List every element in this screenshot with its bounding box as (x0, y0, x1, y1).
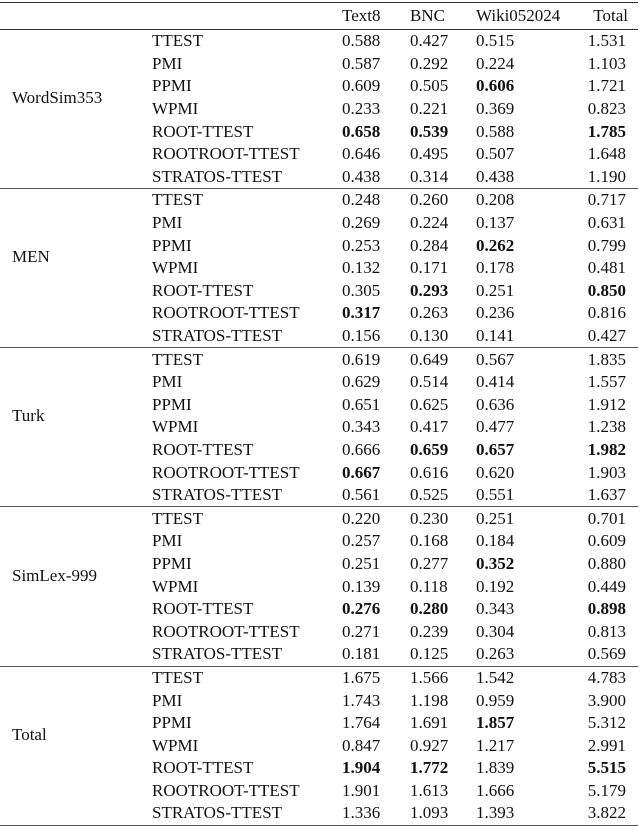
total-cell: 2.991 (587, 735, 626, 755)
method-cell: WPMI (152, 417, 199, 437)
text8-cell: 0.220 (342, 508, 381, 528)
group-wordsim353 (0, 30, 638, 189)
text8-cell: 0.561 (342, 485, 381, 505)
wiki052024-cell: 0.236 (476, 303, 515, 323)
method-cell: WPMI (152, 99, 199, 119)
bnc-cell: 0.625 (410, 394, 449, 414)
bnc-cell: 0.649 (410, 349, 449, 369)
text8-cell: 0.847 (342, 735, 381, 755)
wiki052024-cell: 1.393 (476, 803, 515, 823)
group-label: MEN (12, 247, 50, 267)
total-cell: 0.813 (587, 621, 626, 641)
wiki052024-cell: 0.251 (476, 508, 515, 528)
wiki052024-cell: 0.178 (476, 258, 515, 278)
bnc-cell: 0.495 (410, 144, 449, 164)
group-turk (0, 348, 638, 507)
text8-cell: 1.675 (342, 667, 381, 687)
method-cell: ROOT-TTEST (152, 121, 254, 141)
table-row (0, 507, 638, 530)
wiki052024-cell: 0.141 (476, 326, 515, 346)
total-cell: 0.880 (587, 553, 626, 573)
text8-cell: 0.269 (342, 213, 381, 233)
bnc-cell: 0.280 (410, 599, 449, 619)
wiki052024-cell: 0.657 (476, 439, 515, 459)
method-cell: ROOT-TTEST (152, 280, 254, 300)
wiki052024-cell: 1.857 (476, 713, 515, 733)
total-cell: 1.982 (587, 439, 626, 459)
bnc-cell: 0.539 (410, 121, 449, 141)
wiki052024-cell: 0.137 (476, 213, 515, 233)
wiki052024-cell: 1.542 (476, 667, 515, 687)
method-cell: STRATOS-TTEST (152, 803, 283, 823)
bnc-cell: 1.198 (410, 690, 449, 710)
method-cell: TTEST (152, 31, 203, 51)
method-cell: PMI (152, 213, 183, 233)
group-total (0, 666, 638, 825)
text8-cell: 0.253 (342, 235, 381, 255)
total-cell: 1.190 (587, 166, 626, 186)
text8-cell: 0.629 (342, 372, 381, 392)
text8-cell: 0.257 (342, 531, 381, 551)
header-total: Total (593, 6, 628, 25)
method-cell: TTEST (152, 508, 203, 528)
wiki052024-cell: 0.208 (476, 190, 515, 210)
table-row (0, 30, 638, 53)
header-row (0, 3, 638, 30)
wiki052024-cell: 0.477 (476, 417, 515, 437)
text8-cell: 0.588 (342, 31, 381, 51)
text8-cell: 0.667 (342, 462, 381, 482)
wiki052024-cell: 0.414 (476, 372, 515, 392)
header-wiki052024: Wiki052024 (476, 6, 561, 25)
wiki052024-cell: 0.192 (476, 576, 515, 596)
text8-cell: 1.901 (342, 780, 381, 800)
bnc-cell: 0.284 (410, 235, 449, 255)
bnc-cell: 1.691 (410, 713, 449, 733)
wiki052024-cell: 0.636 (476, 394, 515, 414)
text8-cell: 0.651 (342, 394, 381, 414)
wiki052024-cell: 0.262 (476, 235, 515, 255)
total-cell: 3.822 (587, 803, 626, 823)
wiki052024-cell: 0.959 (476, 690, 515, 710)
text8-cell: 0.619 (342, 349, 381, 369)
bnc-cell: 1.093 (410, 803, 449, 823)
header-method (152, 3, 342, 30)
table-row (0, 348, 638, 371)
group-men (0, 189, 638, 348)
total-cell: 5.179 (587, 780, 626, 800)
method-cell: TTEST (152, 667, 203, 687)
wiki052024-cell: 1.217 (476, 735, 515, 755)
group-label: Turk (12, 406, 45, 426)
text8-cell: 0.587 (342, 53, 381, 73)
text8-cell: 0.271 (342, 621, 381, 641)
total-cell: 0.799 (587, 235, 626, 255)
method-cell: PPMI (152, 76, 192, 96)
bnc-cell: 0.221 (410, 99, 449, 119)
wiki052024-cell: 0.515 (476, 31, 515, 51)
text8-cell: 0.132 (342, 258, 381, 278)
wiki052024-cell: 0.620 (476, 462, 515, 482)
method-cell: ROOTROOT-TTEST (152, 621, 300, 641)
total-cell: 1.648 (587, 144, 626, 164)
bnc-cell: 0.260 (410, 190, 449, 210)
method-cell: WPMI (152, 258, 199, 278)
wiki052024-cell: 0.304 (476, 621, 515, 641)
text8-cell: 0.658 (342, 121, 381, 141)
bnc-cell: 0.427 (410, 31, 449, 51)
wiki052024-cell: 0.551 (476, 485, 515, 505)
text8-cell: 0.646 (342, 144, 381, 164)
bnc-cell: 0.293 (410, 280, 449, 300)
bnc-cell: 0.239 (410, 621, 449, 641)
wiki052024-cell: 0.606 (476, 76, 515, 96)
wiki052024-cell: 1.839 (476, 758, 515, 778)
bnc-cell: 0.168 (410, 531, 449, 551)
total-cell: 1.531 (587, 31, 626, 51)
text8-cell: 0.139 (342, 576, 381, 596)
text8-cell: 0.609 (342, 76, 381, 96)
method-cell: ROOT-TTEST (152, 599, 254, 619)
text8-cell: 0.233 (342, 99, 381, 119)
total-cell: 0.609 (587, 531, 626, 551)
total-cell: 0.816 (587, 303, 626, 323)
wiki052024-cell: 0.263 (476, 644, 515, 664)
total-cell: 0.701 (587, 508, 626, 528)
total-cell: 5.312 (587, 713, 626, 733)
header-text8: Text8 (342, 6, 381, 25)
bnc-cell: 0.514 (410, 372, 449, 392)
method-cell: STRATOS-TTEST (152, 644, 283, 664)
wiki052024-cell: 0.369 (476, 99, 515, 119)
total-cell: 1.912 (587, 394, 626, 414)
total-cell: 0.427 (587, 326, 626, 346)
total-cell: 3.900 (587, 690, 626, 710)
bnc-cell: 0.277 (410, 553, 449, 573)
wiki052024-cell: 0.352 (476, 553, 515, 573)
method-cell: PPMI (152, 713, 192, 733)
text8-cell: 0.666 (342, 439, 381, 459)
bnc-cell: 0.927 (410, 735, 449, 755)
bnc-cell: 0.130 (410, 326, 449, 346)
method-cell: WPMI (152, 735, 199, 755)
total-cell: 1.903 (587, 462, 626, 482)
text8-cell: 0.317 (342, 303, 381, 323)
bnc-cell: 1.772 (410, 758, 449, 778)
bnc-cell: 0.230 (410, 508, 449, 528)
bnc-cell: 1.613 (410, 780, 449, 800)
method-cell: PMI (152, 690, 183, 710)
wiki052024-cell: 0.507 (476, 144, 515, 164)
method-cell: ROOT-TTEST (152, 758, 254, 778)
results-table (0, 2, 638, 826)
total-cell: 0.898 (587, 599, 626, 619)
text8-cell: 0.248 (342, 190, 381, 210)
wiki052024-cell: 0.567 (476, 349, 515, 369)
bnc-cell: 0.263 (410, 303, 449, 323)
total-cell: 1.785 (587, 121, 626, 141)
text8-cell: 1.904 (342, 758, 381, 778)
bnc-cell: 0.505 (410, 76, 449, 96)
wiki052024-cell: 0.438 (476, 166, 515, 186)
group-label: SimLex-999 (12, 565, 97, 585)
wiki052024-cell: 0.251 (476, 280, 515, 300)
text8-cell: 0.343 (342, 417, 381, 437)
text8-cell: 1.743 (342, 690, 381, 710)
wiki052024-cell: 0.343 (476, 599, 515, 619)
group-simlex-999 (0, 507, 638, 666)
wiki052024-cell: 0.588 (476, 121, 515, 141)
group-label: Total (12, 724, 47, 744)
bnc-cell: 0.616 (410, 462, 449, 482)
wiki052024-cell: 0.184 (476, 531, 515, 551)
header-group (0, 3, 152, 30)
method-cell: PMI (152, 53, 183, 73)
total-cell: 0.717 (587, 190, 626, 210)
total-cell: 1.238 (587, 417, 626, 437)
total-cell: 5.515 (587, 758, 626, 778)
text8-cell: 0.156 (342, 326, 381, 346)
method-cell: ROOT-TTEST (152, 439, 254, 459)
total-cell: 1.103 (587, 53, 626, 73)
bnc-cell: 0.314 (410, 166, 449, 186)
bnc-cell: 0.171 (410, 258, 449, 278)
text8-cell: 0.305 (342, 280, 381, 300)
bnc-cell: 0.525 (410, 485, 449, 505)
bnc-cell: 0.125 (410, 644, 449, 664)
total-cell: 0.823 (587, 99, 626, 119)
header-bnc: BNC (410, 6, 445, 25)
total-cell: 1.835 (587, 349, 626, 369)
wiki052024-cell: 0.224 (476, 53, 515, 73)
method-cell: ROOTROOT-TTEST (152, 303, 300, 323)
method-cell: STRATOS-TTEST (152, 485, 283, 505)
group-label: WordSim353 (12, 88, 103, 108)
total-cell: 0.449 (587, 576, 626, 596)
total-cell: 0.481 (587, 258, 626, 278)
total-cell: 1.557 (587, 372, 626, 392)
text8-cell: 0.438 (342, 166, 381, 186)
method-cell: TTEST (152, 349, 203, 369)
table-header (0, 3, 638, 30)
method-cell: ROOTROOT-TTEST (152, 462, 300, 482)
table-row (0, 666, 638, 689)
text8-cell: 0.276 (342, 599, 381, 619)
method-cell: WPMI (152, 576, 199, 596)
total-cell: 4.783 (587, 667, 626, 687)
bnc-cell: 1.566 (410, 667, 449, 687)
method-cell: PPMI (152, 394, 192, 414)
bnc-cell: 0.417 (410, 417, 449, 437)
method-cell: ROOTROOT-TTEST (152, 144, 300, 164)
method-cell: PMI (152, 531, 183, 551)
text8-cell: 0.181 (342, 644, 381, 664)
bnc-cell: 0.659 (410, 439, 449, 459)
method-cell: ROOTROOT-TTEST (152, 780, 300, 800)
total-cell: 1.721 (587, 76, 626, 96)
wiki052024-cell: 1.666 (476, 780, 515, 800)
bnc-cell: 0.118 (410, 576, 448, 596)
method-cell: STRATOS-TTEST (152, 166, 283, 186)
text8-cell: 0.251 (342, 553, 381, 573)
method-cell: TTEST (152, 190, 203, 210)
total-cell: 0.631 (587, 213, 626, 233)
method-cell: PPMI (152, 553, 192, 573)
method-cell: PMI (152, 372, 183, 392)
text8-cell: 1.336 (342, 803, 381, 823)
bnc-cell: 0.224 (410, 213, 449, 233)
bnc-cell: 0.292 (410, 53, 449, 73)
total-cell: 0.569 (587, 644, 626, 664)
total-cell: 0.850 (587, 280, 626, 300)
method-cell: PPMI (152, 235, 192, 255)
method-cell: STRATOS-TTEST (152, 326, 283, 346)
text8-cell: 1.764 (342, 713, 381, 733)
table-row (0, 189, 638, 212)
total-cell: 1.637 (587, 485, 626, 505)
